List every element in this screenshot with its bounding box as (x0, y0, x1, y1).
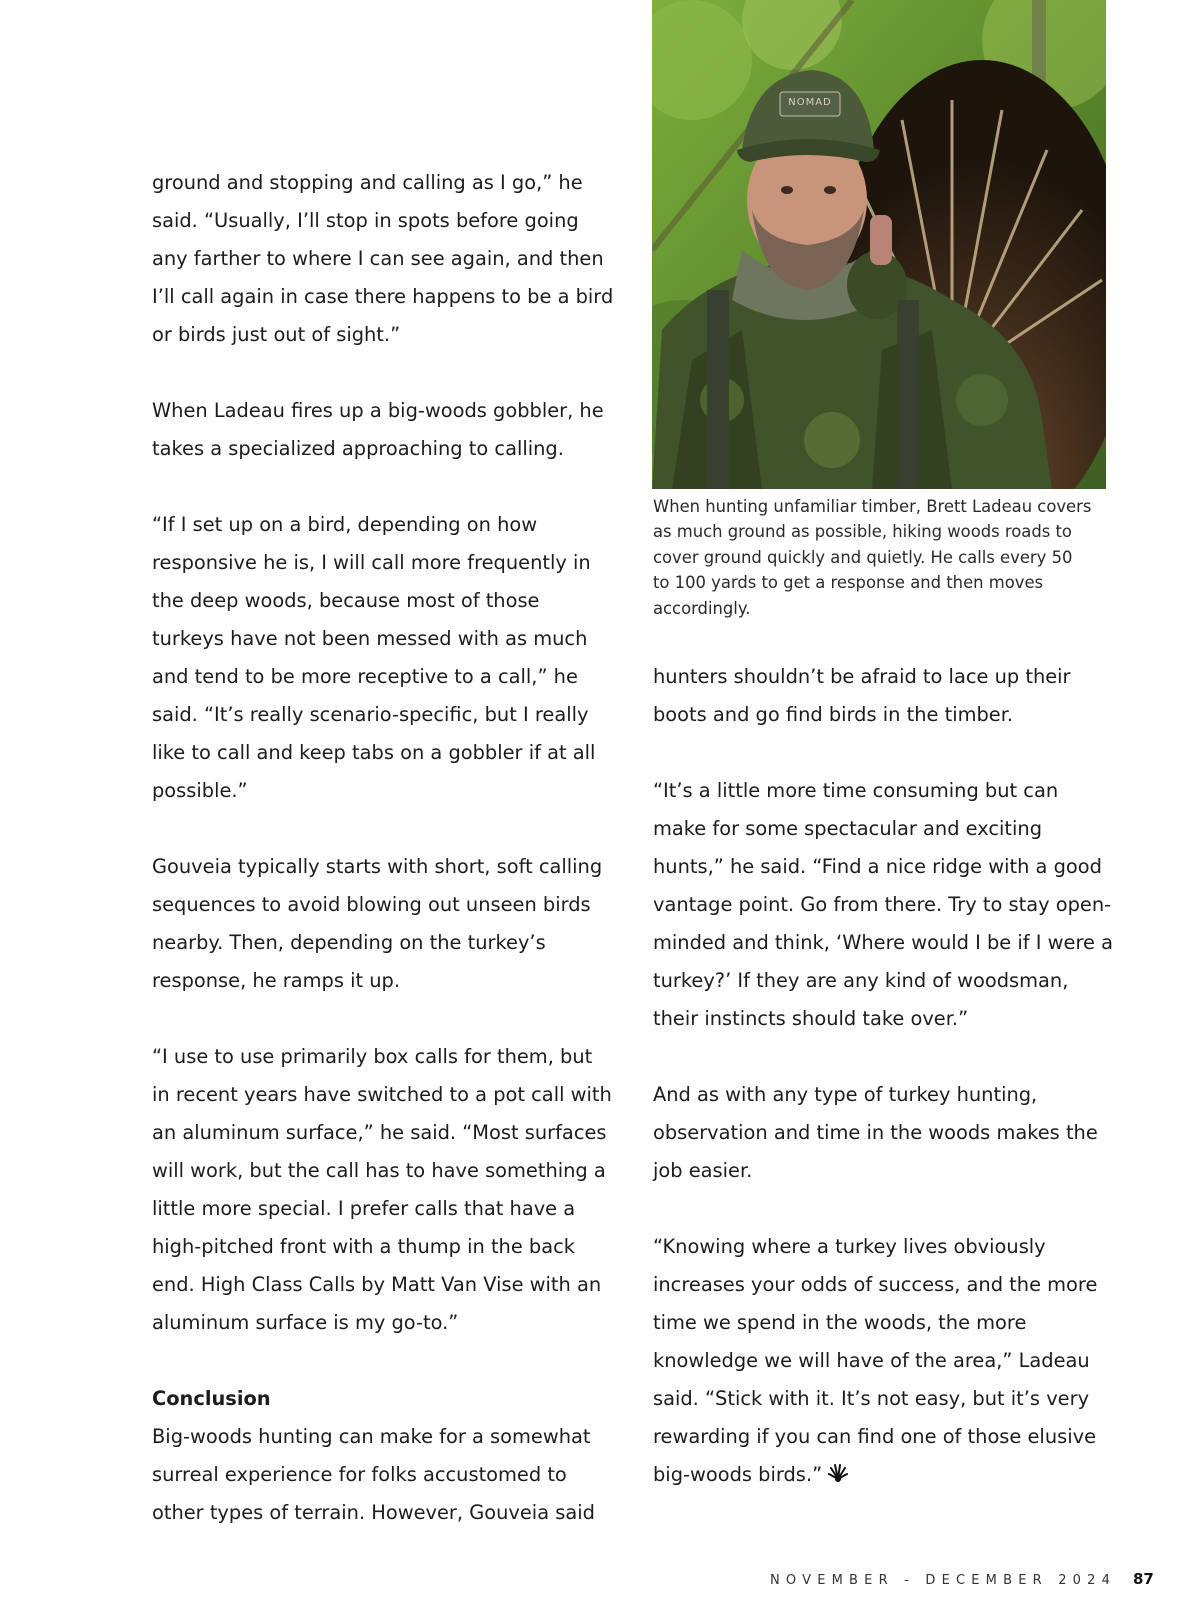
body-paragraph: “If I set up on a bird, depending on how responsive he is, I will call more frequently in the deep woods, because most of those turkeys have not been messed with as much and tend to be more receptive to a call,” he said. “It’s really scenario-specific, but I really like to call and keep tabs on a gobbler if at all possible.” (152, 513, 596, 802)
page-number: 87 (1133, 1570, 1154, 1588)
cap-logo-text: NOMAD (788, 97, 832, 108)
section-heading: Conclusion (152, 1387, 271, 1410)
body-paragraph: Big-woods hunting can make for a somewhat surreal experience for folks accustomed to other types of terrain. However, Gouveia said (152, 1425, 595, 1524)
right-column (653, 658, 1113, 1494)
body-paragraph: Gouveia typically starts with short, soft calling sequences to avoid blowing out unseen birds nearby. Then, depending on the turkey’s response, he ramps it up. (152, 855, 603, 992)
hunter-photo (652, 0, 1106, 489)
body-paragraph: “I use to use primarily box calls for them, but in recent years have switched to a pot call with an aluminum surface,” he said. “Most surfaces will work, but the call has to have something a little more special. I prefer calls that have a high-pitched front with a thump in the back end. High Class Calls by Matt Van Vise with an aluminum surface is my go-to.” (152, 1045, 612, 1334)
body-paragraph: ground and stopping and calling as I go,” he said. “Usually, I’ll stop in spots before going any farther to where I can see again, and then I’ll call again in case there happens to be a bird or birds just out of sight.” (152, 171, 614, 346)
issue-date: NOVEMBER - DECEMBER 2024 (770, 1573, 1117, 1588)
closing-paragraph (653, 1228, 1113, 1494)
turkey-endmark-icon (828, 1458, 848, 1478)
body-paragraph: hunters shouldn’t be afraid to lace up their boots and go find birds in the timber. (653, 665, 1071, 726)
left-column (152, 164, 614, 1570)
body-paragraph: And as with any type of turkey hunting, observation and time in the woods makes the job easier. (653, 1083, 1098, 1182)
photo-caption: When hunting unfamiliar timber, Brett Ladeau covers as much ground as possible, hiking woods roads to cover ground quickly and quietly. He calls every 50 to 100 yards to get a response and then moves accordingly. (653, 497, 1092, 618)
body-paragraph: “It’s a little more time consuming but can make for some spectacular and exciting hunts,” he said. “Find a nice ridge with a good vantage point. Go from there. Try to stay open-minded and think, ‘Where would I be if I were a turkey?’ If they are any kind of woodsman, their instincts should take over.” (653, 779, 1113, 1030)
closing-paragraph-text: “Knowing where a turkey lives obviously increases your odds of success, and the more time we spend in the woods, the more knowledge we will have of the area,” Ladeau said. “Stick with it. It’s not easy, but it’s very rewarding if you can find one of those elusive big-woods birds.” (653, 1235, 1098, 1486)
body-paragraph: When Ladeau fires up a big-woods gobbler, he takes a specialized approaching to calling. (152, 399, 604, 460)
